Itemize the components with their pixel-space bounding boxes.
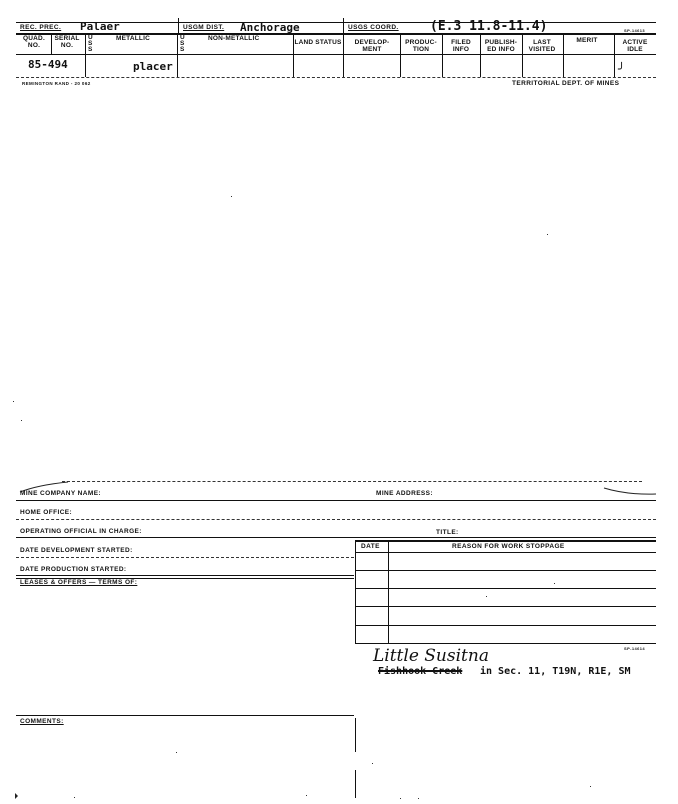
col-nonmetallic: NON-METALLIC [208, 35, 260, 42]
mine-company-label: MINE COMPANY NAME: [20, 490, 101, 497]
scan-speck [74, 797, 75, 798]
leases-label: LEASES & OFFERS — TERMS OF: [20, 579, 138, 586]
scan-speck [176, 752, 177, 753]
usgs-coord-label: USGS COORD. [348, 24, 399, 31]
stoppage-header-rule [356, 552, 656, 553]
col-divider [51, 33, 52, 54]
col-last-visited: LAST VISITED [528, 39, 556, 53]
stoppage-row-rule [356, 606, 656, 607]
scan-speck [590, 786, 591, 787]
scan-speck [306, 795, 307, 796]
home-office-label: HOME OFFICE: [20, 509, 73, 516]
col-divider [563, 33, 564, 77]
title-label: TITLE: [436, 529, 459, 536]
col-land-status: LAND STATUS [294, 39, 342, 46]
usgm-dist-label: USGM DIST. [183, 24, 225, 31]
col-divider [522, 33, 523, 77]
comments-label: COMMENTS: [20, 718, 64, 725]
active-idle-check-mark: ╯ [618, 62, 626, 76]
date-production-label: DATE PRODUCTION STARTED: [20, 566, 127, 573]
col-uss-1: U S S [88, 34, 93, 53]
stoppage-table-top-rule [356, 540, 656, 542]
col-divider [480, 33, 481, 77]
header-rule [16, 33, 656, 35]
stoppage-row-rule [356, 588, 656, 589]
location-text: in Sec. 11, T19N, R1E, SM [480, 666, 631, 677]
comments-divider [355, 718, 356, 752]
scan-speck [486, 596, 487, 597]
stoppage-bottom-rule [356, 643, 656, 644]
mine-company-rule [16, 500, 656, 501]
col-divider [85, 33, 86, 77]
col-production: PRODUC-TION [405, 39, 437, 53]
operating-official-label: OPERATING OFFICIAL IN CHARGE: [20, 528, 142, 535]
struck-location: Fishhook Creek [378, 666, 463, 677]
scan-speck [554, 583, 555, 584]
date-column-header: DATE [361, 543, 380, 550]
col-quad: QUAD. NO. [23, 35, 45, 49]
reason-column-header: REASON FOR WORK STOPPAGE [452, 543, 565, 550]
col-divider [442, 33, 443, 77]
comments-top-rule [16, 715, 354, 716]
stoppage-date-divider [388, 540, 389, 644]
data-row-bottom-rule [16, 77, 656, 78]
rec-prec-value: Palaer [80, 20, 120, 33]
scan-speck [21, 420, 22, 421]
quad-serial-value: 85-494 [28, 58, 68, 71]
divider [178, 18, 179, 33]
scan-speck [231, 196, 232, 197]
usgs-coord-value: (E.3 11.8-11.4) [430, 19, 548, 34]
torn-edge-mark [602, 484, 658, 496]
rec-prec-label: REC. PREC. [20, 24, 62, 31]
col-merit: MERIT [576, 37, 598, 44]
col-divider [400, 33, 401, 77]
stoppage-left-border [355, 540, 356, 644]
scan-speck [372, 763, 373, 764]
date-production-rule [16, 575, 354, 576]
top-footer-left: REMINGTON RAND - 20 062 [22, 81, 91, 86]
handwritten-location: Little Susitna [373, 646, 489, 666]
stoppage-row-rule [356, 570, 656, 571]
divider [343, 18, 344, 33]
scan-speck [418, 798, 419, 799]
col-divider [343, 33, 344, 77]
home-office-rule [16, 519, 656, 520]
date-development-rule [16, 557, 354, 558]
usgm-dist-value: Anchorage [240, 21, 300, 34]
col-active-idle: ACTIVE IDLE [622, 39, 648, 53]
stoppage-row-rule [356, 625, 656, 626]
date-development-label: DATE DEVELOPMENT STARTED: [20, 547, 133, 554]
col-metallic: METALLIC [116, 35, 150, 42]
scan-speck [13, 401, 14, 402]
scan-speck [400, 798, 401, 799]
column-header-rule [16, 54, 656, 55]
operating-official-rule [16, 537, 656, 538]
col-development: DEVELOP-MENT [354, 39, 390, 53]
form-code-bottom: SP-14614 [624, 646, 645, 651]
col-serial: SERIAL NO. [54, 35, 80, 49]
col-published-info: PUBLISH-ED INFO [484, 39, 518, 53]
col-divider [177, 33, 178, 77]
scan-mark [14, 792, 20, 800]
scan-speck [547, 234, 548, 235]
comments-divider [355, 770, 356, 798]
col-divider [293, 33, 294, 77]
metallic-value: placer [133, 60, 173, 73]
form-top-dashed-edge [62, 481, 642, 482]
top-footer-right: TERRITORIAL DEPT. OF MINES [512, 80, 620, 87]
form-code: SP-14613 [624, 28, 645, 33]
col-filed-info: FILED INFO [451, 39, 471, 53]
col-divider [614, 33, 615, 77]
mine-address-label: MINE ADDRESS: [376, 490, 433, 497]
col-uss-2: U S S [180, 34, 185, 53]
